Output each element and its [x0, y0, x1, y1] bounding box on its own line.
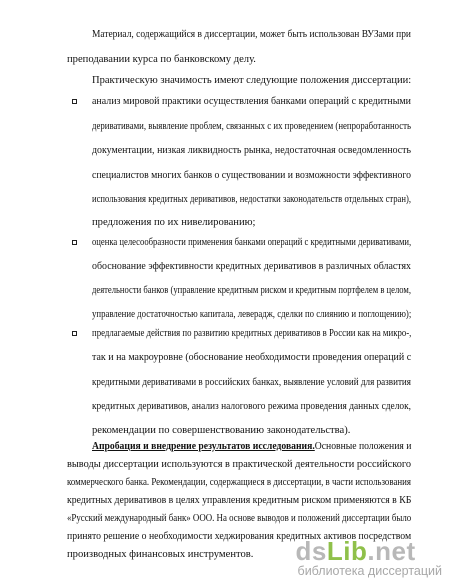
bullet-line: специалистов многих банков о существовании и возможности эффективного: [92, 170, 411, 181]
bullet-marker: [72, 240, 77, 245]
paragraph-line: принято решение о необходимости хеджирования кредитных активов посредством: [67, 531, 412, 542]
paragraph-line: кредитных деривативов в целях управления кредитным риском применяются в КБ: [67, 495, 412, 506]
bullet-line: так и на макроуровне (обоснование необходимости проведения операций с: [92, 352, 412, 363]
paragraph-line: выводы диссертации используются в практической деятельности российского: [67, 459, 411, 470]
bullet-line: кредитных деривативов, анализ налогового режима проведения данных сделок,: [92, 401, 411, 412]
bullet-line: деривативами, выявление проблем, связанных с их проведением (непроработанность: [92, 121, 411, 132]
approbation-first-line: [92, 440, 411, 453]
watermark-subtitle: библиотека диссертаций: [297, 564, 442, 578]
paragraph-line: Материал, содержащийся в диссертации, может быть использован ВУЗами при: [92, 29, 411, 40]
paragraph-line: коммерческого банка. Рекомендации, содержащиеся в диссертации, в части использования: [67, 477, 411, 488]
bullet-line: предложения по их нивелированию;: [92, 217, 256, 228]
bullet-marker: [72, 331, 77, 336]
bullet-line: использования кредитных деривативов, недостатки законодательств отдельных стран),: [92, 194, 411, 205]
bullet-line: анализ мировой практики осуществления банками операций с кредитными: [92, 96, 411, 107]
bullet-line: обоснование эффективности кредитных деривативов в различных областях: [92, 261, 411, 272]
watermark-logo: dsLib.net: [295, 536, 416, 566]
approbation-line-rest: Основные положения и: [314, 441, 412, 452]
bullet-line: оценка целесообразности применения банками операций с кредитными деривативами,: [92, 237, 412, 248]
dslib-watermark: [296, 538, 442, 578]
bullet-line: кредитными деривативами в российских банках, выявление условий для развития: [92, 377, 411, 388]
bullet-marker: [72, 99, 77, 104]
bullet-line: деятельности банков (управление кредитным риском и кредитным портфелем в целом,: [92, 285, 411, 296]
bullet-line: документации, низкая ликвидность рынка, недостаточная осведомленность: [92, 145, 411, 156]
approbation-heading: Апробация и внедрение результатов исследования.: [92, 441, 315, 452]
paragraph-line: производных финансовых инструментов.: [67, 549, 254, 560]
paragraph-line: преподавании курса по банковскому делу.: [67, 54, 256, 65]
bullet-line: управление достаточностью капитала, леверадж, сделки по слиянию и поглощению);: [92, 309, 412, 320]
bullet-line: рекомендации по совершенствованию законодательства).: [92, 425, 351, 436]
paragraph-line: Практическую значимость имеют следующие положения диссертации:: [92, 75, 412, 86]
bullet-line: предлагаемые действия по развитию кредитных деривативов в России как на микро-,: [92, 328, 412, 339]
paragraph-line: «Русский международный банк» ООО. На основе выводов и положений диссертации было: [67, 513, 412, 524]
